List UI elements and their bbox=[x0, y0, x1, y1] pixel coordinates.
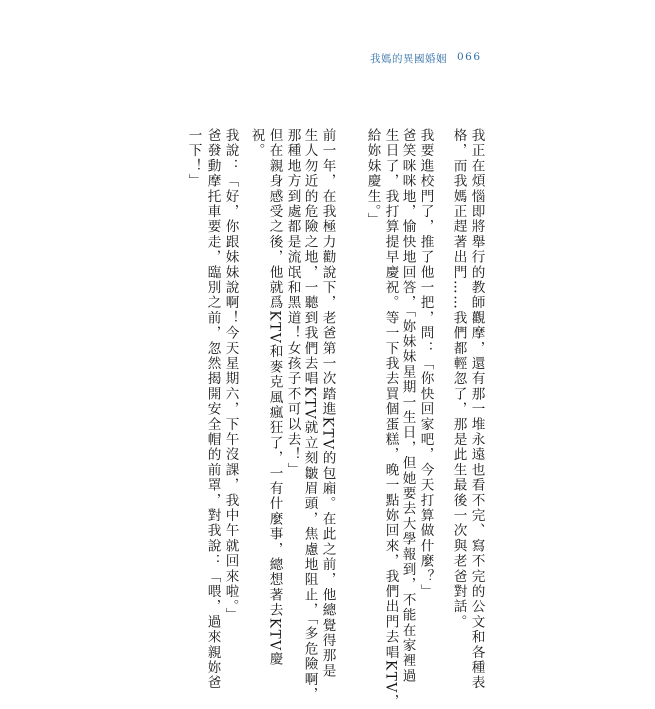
text-column-14: 一下！」 bbox=[185, 128, 202, 189]
page-number: 066 bbox=[457, 51, 482, 63]
text-column-4: 爸笑咪咪地，愉快地回答，「妳妹妹星期一生日，但她要去大學報到，不能在家裡過 bbox=[399, 128, 416, 684]
text-column-8: 生人勿近的危險之地，一聽到我們去唱KTV就立刻皺眉頭，焦慮地阻止，「多危險啊， bbox=[301, 128, 318, 703]
text-column-13: 爸發動摩托車要走，臨別之前，忽然揭開安全帽的前罩，對我說：「喂，過來親妳爸 bbox=[204, 128, 221, 691]
text-column-3: 我要進校門了，推了他一把，問：「你快回家吧，今天打算做什麼？」 bbox=[417, 128, 434, 600]
text-column-12: 我說：「好，你跟妹妹說啊！今天星期六，下午沒課，我中午就回來啦。」 bbox=[222, 128, 239, 623]
running-header bbox=[370, 51, 482, 66]
text-column-6: 給妳妹慶生。」 bbox=[364, 128, 381, 228]
text-column-2: 格，而我媽正趕著出門……我們都輕忽了，那是此生最後一次與老爸對話。 bbox=[450, 128, 467, 630]
book-title: 我媽的異國婚姻 bbox=[370, 53, 447, 65]
text-column-1: 我正在煩惱即將舉行的教師觀摩，還有那一堆永遠也看不完、寫不完的公文和各種表 bbox=[468, 128, 485, 691]
text-column-5: 生日了，我打算提早慶祝。等一下我去買個蛋糕，晚一點妳回來，我們出門去唱KTV， bbox=[382, 128, 399, 709]
text-column-11: 祝。 bbox=[248, 128, 265, 159]
text-column-9: 那種地方到處都是流氓和黑道！女孩子不可以去！」 bbox=[284, 128, 301, 478]
text-column-7: 前一年，在我極力勸說下，老爸第一次踏進KTV的包廂。在此之前，他總覺得那是 bbox=[319, 128, 336, 679]
text-column-10: 但在親身感受之後，他就爲KTV和麥克風瘋狂了，一有什麼事，總想著去KTV慶 bbox=[266, 128, 283, 667]
